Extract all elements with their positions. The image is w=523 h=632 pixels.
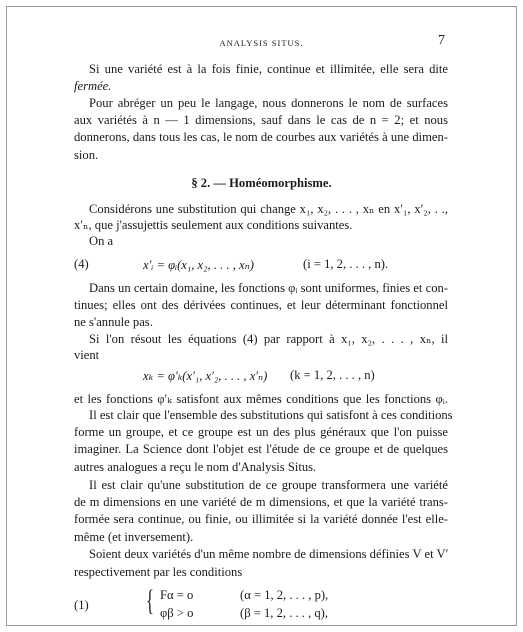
equation: φβ > o bbox=[160, 606, 194, 620]
equation-range: (k = 1, 2, . . . , n) bbox=[290, 368, 375, 382]
paragraph-line: vient bbox=[74, 348, 100, 362]
paragraph-line: même (et inversement). bbox=[74, 530, 194, 544]
paragraph-line: Considérons une substitution qui change x₁, x₂, . . . , xₙ en x′₁, x′₂, . ., bbox=[89, 202, 448, 216]
paragraph-line: de m dimensions en une variété de m dimensions, et que la variété trans- bbox=[74, 495, 448, 509]
running-title: ANALYSIS SITUS. bbox=[219, 38, 304, 48]
paragraph-line: On a bbox=[89, 234, 114, 248]
paragraph-line: aux variétés à n — 1 dimensions, sauf dans le cas de n = 2; et nous bbox=[74, 113, 448, 127]
paragraph-line: Soient deux variétés d'un même nombre de dimensions définies V et V′ bbox=[89, 547, 449, 561]
paragraph-line: donnerons, dans tous les cas, le nom de courbes aux variétés à une dimen- bbox=[74, 130, 448, 144]
paragraph-line: x′ₙ, que j'assujettis seulement aux conditions suivantes. bbox=[74, 218, 353, 232]
paragraph-line: ne s'annule pas. bbox=[74, 315, 153, 329]
equation-range: (α = 1, 2, . . . , p), bbox=[240, 588, 329, 602]
paragraph-line: Dans un certain domaine, les fonctions φᵢ sont uniformes, finies et con- bbox=[89, 281, 448, 295]
paragraph-line: autres analogues a reçu le nom d'Analysis Situs. bbox=[74, 460, 317, 474]
paragraph-line: Il est clair qu'une substitution de ce groupe transformera une variété bbox=[89, 478, 448, 492]
paragraph-line: Il est clair que l'ensemble des substitutions qui satisfont à ces conditions bbox=[89, 408, 453, 422]
page-number: 7 bbox=[438, 33, 445, 48]
equation-range: (β = 1, 2, . . . , q), bbox=[240, 606, 329, 620]
section-heading: § 2. — Homéomorphisme. bbox=[191, 176, 332, 190]
equation-range: (i = 1, 2, . . . , n). bbox=[303, 257, 389, 271]
paragraph-line: imaginer. La Science dont l'objet est l'étude de ce groupe et de quelques bbox=[74, 442, 448, 456]
paragraph-line: tinues; elles ont des dérivées continues, et leur déterminant fonctionnel bbox=[74, 298, 448, 312]
brace: { bbox=[146, 584, 154, 617]
paragraph-line: fermée. bbox=[74, 79, 112, 93]
equation: x′ᵢ = φᵢ(x₁, x₂, . . . , xₙ) bbox=[143, 258, 254, 272]
equation: Fα = o bbox=[160, 588, 194, 602]
paragraph-line: forme un groupe, et ce groupe est un des plus généraux que l'on puisse bbox=[74, 425, 448, 439]
paragraph-line: Si une variété est à la fois finie, continue et illimitée, elle sera dite bbox=[89, 62, 448, 76]
equation: xₖ = φ′ₖ(x′₁, x′₂, . . . , x′ₙ) bbox=[143, 369, 268, 383]
equation-number: (4) bbox=[74, 257, 89, 271]
paragraph-line: respectivement par les conditions bbox=[74, 565, 243, 579]
equation-number: (1) bbox=[74, 598, 89, 612]
paragraph-line: Pour abréger un peu le langage, nous donnerons le nom de surfaces bbox=[89, 96, 448, 110]
paragraph-line: Si l'on résout les équations (4) par rapport à x₁, x₂, . . . , xₙ, il bbox=[89, 332, 448, 346]
paragraph-line: sion. bbox=[74, 148, 99, 162]
paragraph-line: formée sera continue, ou finie, ou illimitée si la variété donnée l'est elle- bbox=[74, 512, 448, 526]
paragraph-line: et les fonctions φ′ₖ satisfont aux mêmes conditions que les fonctions φᵢ. bbox=[74, 392, 448, 406]
